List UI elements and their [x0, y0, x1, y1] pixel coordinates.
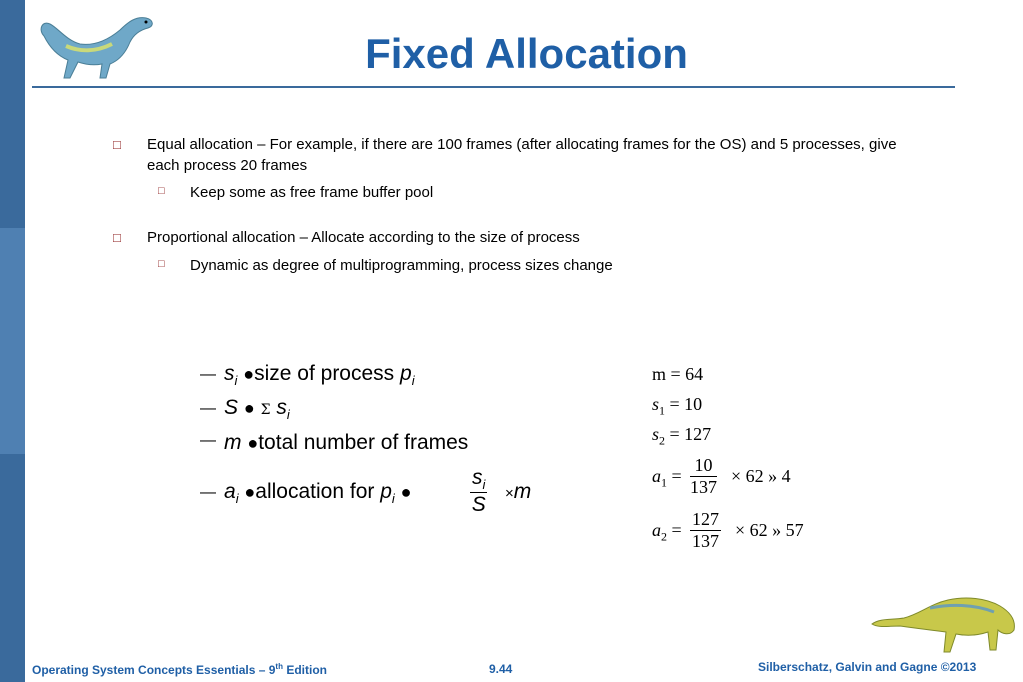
- formula-sum-sizes: S ● Σ $s_i$: [224, 396, 290, 423]
- formula-dash: —: [200, 432, 216, 449]
- var-p: p: [400, 362, 412, 385]
- times-icon: ×: [505, 485, 514, 502]
- title-divider: [32, 86, 955, 88]
- formula-dash: —: [200, 366, 216, 383]
- numerator: 10: [690, 455, 717, 477]
- var-a: a: [224, 480, 236, 503]
- var-S: S: [224, 396, 239, 419]
- sub-bullet-free-frame-pool: Keep some as free frame buffer pool: [190, 184, 434, 201]
- sidebar-stripe: [0, 0, 25, 682]
- footer-title-sup: th: [275, 662, 283, 671]
- formula-text: allocation for: [255, 480, 375, 503]
- example-s2: [652, 424, 711, 449]
- formula-text: size of process: [254, 362, 395, 385]
- footer-book-title: [32, 662, 327, 677]
- var-s: s: [224, 362, 235, 385]
- fraction-si-over-S: [470, 466, 487, 517]
- footer-title-suffix: Edition: [282, 663, 327, 677]
- sub-1: 1: [661, 475, 667, 490]
- formula-text: total number of frames: [258, 431, 469, 454]
- denominator: 137: [692, 531, 719, 551]
- var-s: s: [472, 466, 483, 489]
- footer-authors: Silberschatz, Galvin and Gagne ©2013: [758, 660, 977, 674]
- formula-dash: —: [200, 484, 216, 501]
- formula-total-frames: m ●total number of frames: [224, 431, 469, 454]
- sub-i: i: [482, 477, 486, 493]
- sub-2: 2: [659, 433, 666, 448]
- dinosaur-logo-bottom: [870, 586, 1020, 658]
- example-a1-result: × 62 » 4: [731, 466, 791, 486]
- numerator: 127: [692, 509, 719, 529]
- sub-i: i: [391, 491, 395, 507]
- formula-allocation: $a_i$ ●allocation for $p_i$ ●: [224, 480, 412, 507]
- var-s: s: [652, 394, 660, 414]
- denominator: 137: [690, 477, 717, 497]
- slide-title: Fixed Allocation: [365, 30, 688, 77]
- sub-i: i: [411, 373, 415, 389]
- footer-title-text: Operating System Concepts Essentials – 9: [32, 663, 276, 677]
- var-a: a: [652, 520, 661, 540]
- sub-1: 1: [659, 403, 666, 418]
- var-m: m: [224, 431, 242, 454]
- example-a2-result: × 62 » 57: [735, 520, 804, 540]
- example-m: m = 64: [652, 364, 704, 384]
- sub-2: 2: [661, 529, 667, 544]
- sub-i: i: [235, 491, 239, 507]
- fraction-a2: [690, 509, 721, 552]
- sub-bullet-dynamic: Dynamic as degree of multiprogramming, process sizes change: [190, 257, 613, 274]
- var-a: a: [652, 466, 661, 486]
- bullet-marker-icon: □: [113, 137, 121, 152]
- sub-bullet-marker-icon: □: [158, 185, 165, 197]
- sub-i: i: [234, 373, 238, 389]
- formula-times-m: [505, 480, 531, 504]
- var-s: s: [652, 424, 660, 444]
- sub-bullet-marker-icon: □: [158, 258, 165, 270]
- example-a1-label: $a_1$ =: [652, 466, 682, 490]
- bullet-proportional-allocation: Proportional allocation – Allocate according to the size of process: [147, 229, 580, 246]
- example-a2-label: $a_2$ =: [652, 520, 682, 544]
- var-S: S: [471, 493, 486, 517]
- footer-page-number: 9.44: [489, 662, 513, 676]
- formula-dash: —: [200, 400, 216, 417]
- example-s1: [652, 394, 702, 419]
- bullet-equal-allocation: Equal allocation – For example, if there are 100 frames (after allocating frames for the OS) and 5 processes, give each process 20 frames: [147, 136, 897, 174]
- var-p: p: [380, 480, 392, 503]
- value: = 127: [669, 424, 712, 444]
- var-m: m: [513, 480, 532, 503]
- value: = 10: [669, 394, 703, 414]
- sigma-icon: Σ: [260, 402, 271, 418]
- bullet-marker-icon: □: [113, 230, 121, 245]
- fraction-a1: [690, 455, 717, 498]
- sub-i: i: [286, 407, 290, 423]
- formula-size-of-process: $s_i$ ●size of process $p_i$: [224, 362, 415, 389]
- var-s: s: [276, 396, 287, 419]
- sidebar-stripe-bottom: [0, 454, 25, 682]
- sidebar-stripe-middle: [0, 228, 25, 454]
